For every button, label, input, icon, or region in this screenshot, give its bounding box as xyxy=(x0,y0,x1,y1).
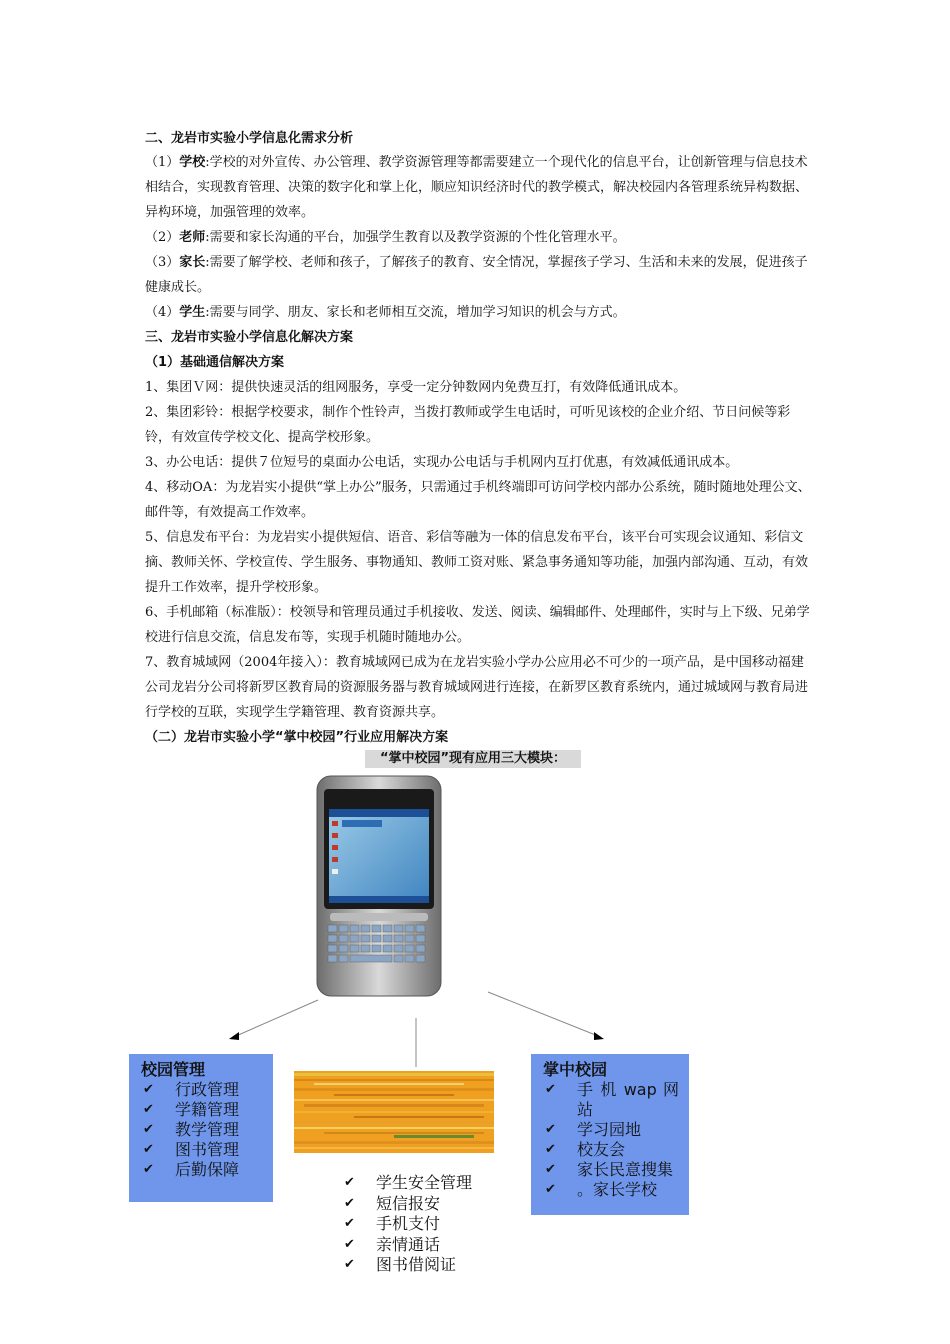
list-item: ✔ 学籍管理 xyxy=(141,1100,273,1120)
solution-item-5: 5、信息发布平台：为龙岩实小提供短信、语音、彩信等融为一体的信息发布平台，该平台可实现会议通知、彩信文摘、教师关怀、学校宣传、学生服务、事物通知、教师工资对账、紧急事务通知等功能，加强内部沟通、互动，有效提升工作效率，提升学校形象。 xyxy=(145,530,809,595)
section2-heading: 二、龙岩市实验小学信息化需求分析 xyxy=(145,131,354,146)
safety-module-image xyxy=(294,1071,494,1153)
list-item: ✔ 。家长学校 xyxy=(543,1180,679,1200)
list-item: ✔ 行政管理 xyxy=(141,1080,273,1100)
list-item: ✔ 图书管理 xyxy=(141,1140,273,1160)
list-item: ✔ 学生安全管理 xyxy=(342,1173,472,1194)
solution-item-2: 2、集团彩铃：根据学校要求，制作个性铃声，当拨打教师或学生电话时，可听见该校的企业介绍、节日问候等彩铃，有效宣传学校文化、提高学校形象。 xyxy=(145,405,791,445)
solution-item-1: 1、集团Ｖ网：提供快速灵活的组网服务，享受一定分钟数网内免费互打，有效降低通讯成本。 xyxy=(145,380,687,395)
solution-item-7: 7、教育城域网（2004年接入）：教育城域网已成为在龙岩实验小学办公应用必不可少的一项产品，是中国移动福建公司龙岩分公司将新罗区教育局的资源服务器与教育城域网进行连接，在新罗区教育系统内，通过城域网与教育局进行学校的互联，实现学生学籍管理、教育资源共享。 xyxy=(145,655,809,720)
list-item: ✔ 图书借阅证 xyxy=(342,1255,472,1276)
section3-heading: 三、龙岩市实验小学信息化解决方案 xyxy=(145,330,354,345)
palm-campus-title: 掌中校园 xyxy=(543,1060,608,1079)
palm-campus-box xyxy=(531,1054,689,1215)
list-item: ✔ 教学管理 xyxy=(141,1120,273,1140)
phone-image xyxy=(316,775,442,997)
list-item: ✔ 手 机 wap 网站 xyxy=(543,1080,679,1120)
list-item: ✔ 手机支付 xyxy=(342,1214,472,1235)
list-item: ✔ 校友会 xyxy=(543,1140,679,1160)
solution-item-3: 3、办公电话：提供７位短号的桌面办公电话，实现办公电话与手机网内互打优惠，有效减低通讯成本。 xyxy=(145,455,739,470)
section3-subheading-2: （二）龙岩市实验小学“掌中校园”行业应用解决方案 xyxy=(145,730,449,745)
list-item: ✔ 后勤保障 xyxy=(141,1160,273,1180)
section3-subheading-1: （1）基础通信解决方案 xyxy=(145,355,285,370)
list-item: ✔ 学习园地 xyxy=(543,1120,679,1140)
solution-item-4: 4、移动OA：为龙岩实小提供“掌上办公”服务，只需通过手机终端即可访问学校内部办公系统，随时随地处理公文、邮件等，有效提高工作效率。 xyxy=(145,480,811,520)
need-student: （4）学生:需要与同学、朋友、家长和老师相互交流，增加学习知识的机会与方式。 xyxy=(145,305,626,320)
safety-module-list xyxy=(342,1173,472,1276)
list-item: ✔ 家长民意搜集 xyxy=(543,1160,679,1180)
need-teacher: （2）老师:需要和家长沟通的平台，加强学生教育以及教学资源的个性化管理水平。 xyxy=(145,230,626,245)
figure-caption: “掌中校园”现有应用三大模块： xyxy=(365,750,581,768)
solution-item-6: 6、手机邮箱（标准版）：校领导和管理员通过手机接收、发送、阅读、编辑邮件、处理邮件，实时与上下级、兄弟学校进行信息交流，信息发布等，实现手机随时随地办公。 xyxy=(145,605,810,645)
need-parent: （3）家长:需要了解学校、老师和孩子，了解孩子的教育、安全情况，掌握孩子学习、生活和未来的发展，促进孩子健康成长。 xyxy=(145,255,808,295)
list-item: ✔ 短信报安 xyxy=(342,1194,472,1215)
need-school: （1）学校:学校的对外宣传、办公管理、教学资源管理等都需要建立一个现代化的信息平台，让创新管理与信息技术相结合，实现教育管理、决策的数字化和掌上化，顺应知识经济时代的教学模式，解决校园内各管理系统异构数据、异构环境，加强管理的效率。 xyxy=(145,155,809,220)
list-item: ✔ 亲情通话 xyxy=(342,1235,472,1256)
campus-management-title: 校园管理 xyxy=(141,1060,206,1079)
campus-management-box xyxy=(129,1054,273,1202)
